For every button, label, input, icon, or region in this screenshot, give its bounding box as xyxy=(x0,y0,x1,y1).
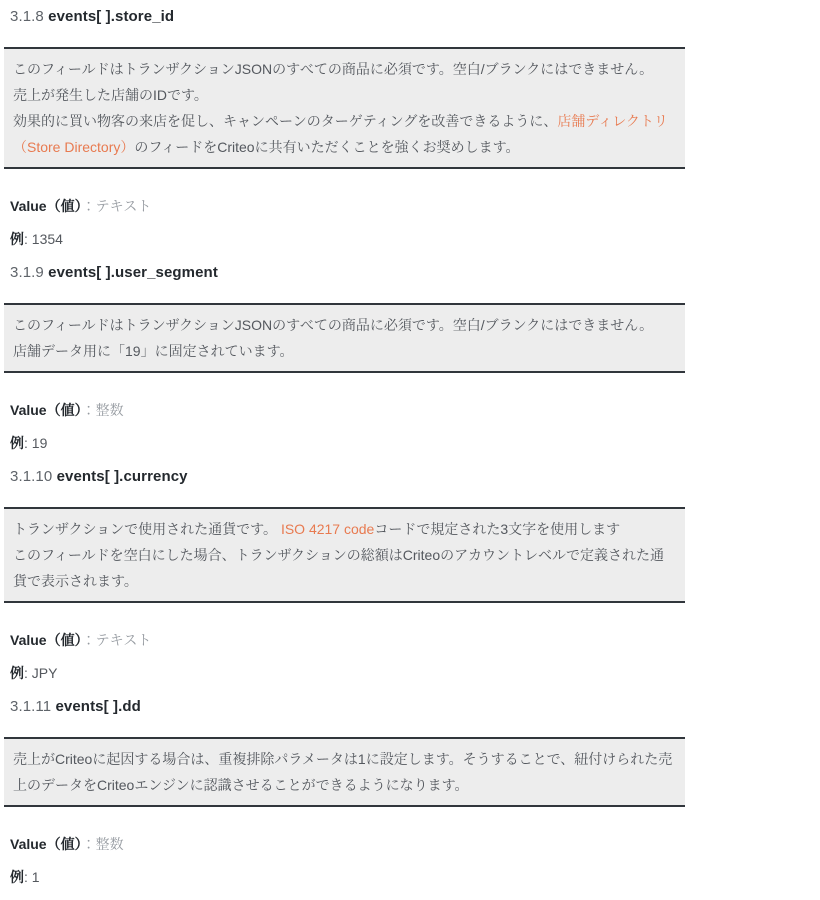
field-name: events[ ].currency xyxy=(56,468,188,485)
section-heading xyxy=(10,468,820,486)
example-line xyxy=(10,869,820,886)
note-paragraph xyxy=(13,108,673,160)
note-box xyxy=(4,507,685,603)
example-line xyxy=(10,435,820,452)
example-value: : 19 xyxy=(24,435,48,451)
example-value: : JPY xyxy=(24,665,58,681)
section-number: 3.1.10 xyxy=(10,468,53,485)
note-text: 効果的に買い物客の来店を促し、キャンペーンのターゲティングを改善できるように、 xyxy=(13,113,558,129)
example-line xyxy=(10,231,820,248)
note-text: トランザクションで使用された通貨です。 xyxy=(13,521,281,537)
value-line xyxy=(10,402,820,419)
field-name: events[ ].dd xyxy=(55,698,141,715)
example-label: 例 xyxy=(10,665,24,681)
note-text: のフィードをCriteoに共有いただくことを強くお奨めします。 xyxy=(134,139,520,155)
value-type: ：整数 xyxy=(81,836,124,852)
note-link[interactable]: ISO 4217 code xyxy=(280,521,375,537)
section-heading xyxy=(10,8,820,26)
section-number: 3.1.9 xyxy=(10,264,44,281)
field-name: events[ ].user_segment xyxy=(48,264,218,281)
value-type: ：テキスト xyxy=(81,632,152,648)
note-text: 売上が発生した店舗のIDです。 xyxy=(13,87,208,103)
note-text: 店舗データ用に「19」に固定されています。 xyxy=(13,343,294,359)
note-box xyxy=(4,303,685,373)
example-label: 例 xyxy=(10,869,24,885)
value-label: Value（値） xyxy=(10,836,82,852)
section-number: 3.1.8 xyxy=(10,8,44,25)
note-paragraph xyxy=(13,338,673,364)
value-type: ：テキスト xyxy=(81,198,152,214)
note-paragraph xyxy=(13,56,673,82)
value-type: ：整数 xyxy=(81,402,124,418)
documentation-content xyxy=(0,8,820,886)
note-paragraph xyxy=(13,516,673,542)
note-text: このフィールドを空白にした場合、トランザクションの総額はCriteoのアカウントレベルで定義された通貨で表示されます。 xyxy=(13,547,664,589)
doc-section xyxy=(0,8,820,248)
example-value: : 1354 xyxy=(24,231,63,247)
doc-section xyxy=(0,264,820,452)
doc-section xyxy=(0,698,820,886)
value-line xyxy=(10,632,820,649)
section-number: 3.1.11 xyxy=(10,698,52,715)
doc-section xyxy=(0,468,820,682)
section-heading xyxy=(10,264,820,282)
example-label: 例 xyxy=(10,435,24,451)
example-value: : 1 xyxy=(24,869,40,885)
note-paragraph xyxy=(13,82,673,108)
note-box xyxy=(4,737,685,807)
note-link[interactable]: 店舗ディレクトリ（Store Directory） xyxy=(13,113,668,155)
value-label: Value（値） xyxy=(10,198,82,214)
note-text: コードで規定された3文字を使用します xyxy=(374,521,621,537)
example-line xyxy=(10,665,820,682)
value-label: Value（値） xyxy=(10,632,82,648)
value-line xyxy=(10,836,820,853)
note-paragraph xyxy=(13,542,673,594)
value-line xyxy=(10,198,820,215)
field-name: events[ ].store_id xyxy=(48,8,175,25)
section-heading xyxy=(10,698,820,716)
note-paragraph xyxy=(13,746,673,798)
value-label: Value（値） xyxy=(10,402,82,418)
note-box xyxy=(4,47,685,169)
note-text: このフィールドはトランザクションJSONのすべての商品に必須です。空白/ブランクにはできません。 xyxy=(13,61,654,77)
note-paragraph xyxy=(13,312,673,338)
note-text: 売上がCriteoに起因する場合は、重複排除パラメータは1に設定します。そうすることで、紐付けられた売上のデータをCriteoエンジンに認識させることができるようになります。 xyxy=(13,751,673,793)
example-label: 例 xyxy=(10,231,24,247)
note-text: このフィールドはトランザクションJSONのすべての商品に必須です。空白/ブランクにはできません。 xyxy=(13,317,654,333)
